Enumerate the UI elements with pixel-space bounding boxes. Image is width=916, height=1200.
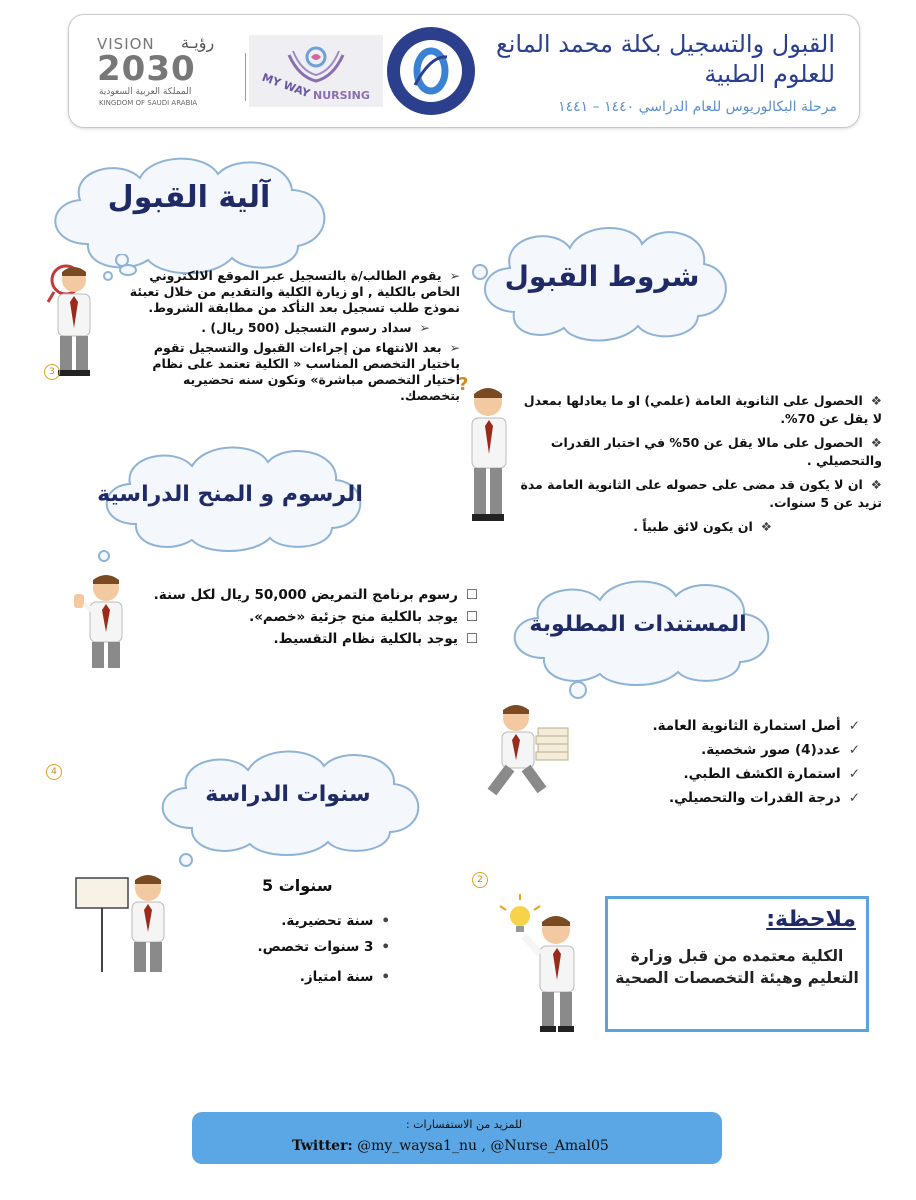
footer-twitter-line — [292, 1138, 609, 1154]
diamond-bullet-icon: ❖ — [760, 519, 772, 534]
myway-logo-text: MY WAY — [260, 70, 312, 101]
list-item: ❖الحصول على الثانوية العامة (علمي) او ما يعادلها بمعدل لا يقل عن 70%. — [523, 393, 882, 426]
documents-cloud — [498, 574, 778, 692]
list-item: •سنة امتياز. — [190, 964, 390, 990]
section-marker: 4 — [46, 764, 62, 780]
dot-bullet-icon: • — [381, 939, 390, 955]
vision-country-ar: المملكة العربية السعودية — [99, 87, 192, 97]
study-years-list — [190, 908, 390, 990]
contact-footer — [192, 1112, 722, 1164]
twitter-handles[interactable]: @my_waysa1_nu , @Nurse_Amal05 — [357, 1138, 609, 1154]
myway-nursing-logo — [249, 35, 383, 107]
college-logo — [385, 25, 477, 117]
list-item: ❖ان لا يكون قد مضى على حصوله على الثانوية العامة مدة تزيد عن 5 سنوات. — [520, 477, 882, 510]
check-arrow-icon: ➢ — [449, 340, 460, 355]
list-item: ❖ان يكون لائق طبياً . — [633, 519, 772, 534]
list-item: •3 سنوات تخصص. — [190, 934, 390, 960]
twitter-label: Twitter: — [292, 1138, 353, 1154]
svg-text:?: ? — [458, 374, 469, 395]
checkbox-icon: ☐ — [465, 631, 478, 647]
diamond-bullet-icon: ❖ — [870, 435, 882, 450]
checkbox-icon: ☐ — [465, 609, 478, 625]
note-box — [605, 896, 869, 1032]
nursing-logo-text: NURSING — [313, 89, 370, 102]
list-item: ❖الحصول على مالا يقل عن 50% في اختبار القدرات والتحصيلي . — [550, 435, 882, 468]
checkmark-icon: ✓ — [848, 718, 860, 734]
character-thinking — [458, 374, 516, 524]
vision-arabic-word: رؤيـة — [181, 33, 215, 52]
list-item: ➢بعد الانتهاء من إجراءات القبول والتسجيل تقوم باختيار التخصص المناسب « الكلية تعتمد على نظام اختيار التخصص مباشرة» وتكون سنه تحضيريه بتخصصك. — [152, 340, 460, 403]
footer-label: للمزيد من الاستفسارات : — [405, 1118, 522, 1131]
character-sign — [74, 872, 178, 978]
logo-divider — [245, 53, 246, 101]
diamond-bullet-icon: ❖ — [870, 393, 882, 408]
checkbox-icon: ☐ — [465, 587, 478, 603]
admission-conditions-list — [520, 392, 882, 536]
fees-cloud — [90, 440, 370, 558]
list-item: ✓عدد(4) صور شخصية. — [604, 738, 860, 762]
vision-2030-logo — [95, 35, 245, 109]
study-years-total: 5 سنوات — [262, 876, 333, 895]
list-item: ➢سداد رسوم التسجيل (500 ريال) . — [201, 320, 430, 335]
character-idea — [490, 880, 586, 1034]
checkmark-icon: ✓ — [848, 790, 860, 806]
note-title: ملاحظة: — [766, 907, 856, 932]
header-title: القبول والتسجيل بكلة محمد المانع للعلوم الطبية — [495, 30, 835, 88]
list-item: ☐يوجد بالكلية نظام التقسيط. — [140, 628, 478, 650]
section-marker: 2 — [472, 872, 488, 888]
checkmark-icon: ✓ — [848, 742, 860, 758]
study-years-cloud — [146, 744, 430, 862]
list-item: ☐يوجد بالكلية منح جزئية «خصم». — [140, 606, 478, 628]
admission-conditions-cloud — [470, 218, 734, 348]
admission-mechanism-title: آلية القبول — [107, 180, 271, 215]
study-years-title: سنوات الدراسة — [205, 782, 371, 807]
list-item: ➢يقوم الطالب/ة بالتسجيل عبر الموقع الالكتروني الخاص بالكلية , او زيارة الكلية والتقديم من خلال تعبئة نموذج طلب تسجيل بعد التأكد من مطابقة الشروط. — [129, 268, 460, 315]
header-subtitle: مرحلة البكالوريوس للعام الدراسي ١٤٤٠ – ١٤٤١ — [558, 99, 837, 115]
list-item: ✓استمارة الكشف الطبي. — [604, 762, 860, 786]
list-item: •سنة تحضيرية. — [190, 908, 390, 934]
documents-title: المستندات المطلوبة — [529, 612, 747, 637]
checkmark-icon: ✓ — [848, 766, 860, 782]
diamond-bullet-icon: ❖ — [870, 477, 882, 492]
admission-conditions-title: شروط القبول — [504, 260, 700, 293]
page-header — [68, 14, 860, 128]
note-text: الكلية معتمده من قبل وزارة التعليم وهيئة التخصصات الصحية — [615, 947, 859, 987]
thought-bubbles — [470, 262, 500, 292]
check-arrow-icon: ➢ — [419, 320, 430, 335]
documents-list — [604, 714, 860, 810]
fees-list — [140, 584, 478, 650]
character-running-papers — [486, 700, 576, 800]
section-marker: 3 — [44, 364, 60, 380]
fees-title: الرسوم و المنح الدراسية — [97, 482, 363, 507]
admission-mechanism-cloud — [36, 148, 342, 280]
vision-country-en: KINGDOM OF SAUDI ARABIA — [99, 99, 198, 107]
character-magnifier — [46, 262, 100, 380]
admission-mechanism-list — [120, 268, 460, 404]
list-item: ☐رسوم برنامج التمريض 50,000 ريال لكل سنة. — [140, 584, 478, 606]
list-item: ✓درجة القدرات والتحصيلي. — [604, 786, 860, 810]
dot-bullet-icon: • — [381, 913, 390, 929]
vision-word: VISION — [97, 35, 155, 53]
check-arrow-icon: ➢ — [449, 268, 460, 283]
vision-year: 2030 — [97, 49, 196, 89]
character-thumbs-up — [70, 570, 132, 674]
dot-bullet-icon: • — [381, 969, 390, 985]
list-item: ✓أصل استمارة الثانوية العامة. — [604, 714, 860, 738]
